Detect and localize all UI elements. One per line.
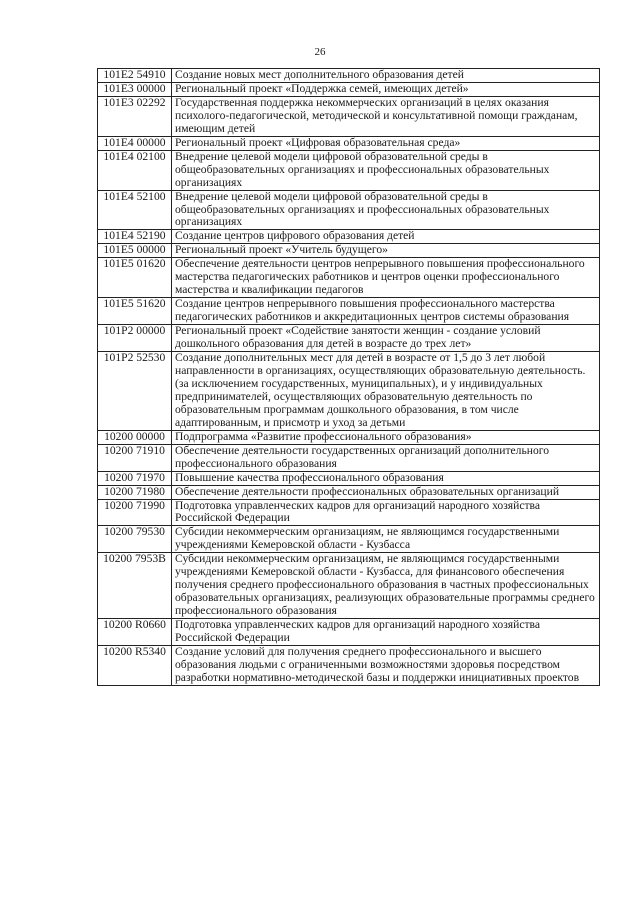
table-row xyxy=(98,352,600,431)
table-row xyxy=(98,230,600,244)
row-code: 101E4 52100 xyxy=(98,190,172,230)
row-description: Региональный проект «Учитель будущего» xyxy=(172,244,600,258)
row-description: Государственная поддержка некоммерческих организаций в целях оказания психолого-педагогической, методической и консультативной помощи гражданам, имеющим детей xyxy=(172,96,600,136)
row-code: 101E5 51620 xyxy=(98,298,172,325)
row-code: 10200 7953В xyxy=(98,553,172,619)
table-row xyxy=(98,82,600,96)
row-description: Создание дополнительных мест для детей в возрасте от 1,5 до 3 лет любой направленности в организациях, осуществляющих образовательную деятельность.(за исключением государственных, муниципальных), и у индивидуальных предпринимателей, осуществляющих образовательную деятельность по образовательным программам дошкольного образования, в том числе адаптированным, и присмотр и уход за детьми xyxy=(172,352,600,431)
row-code: 10200 R0660 xyxy=(98,619,172,646)
row-code: 10200 71980 xyxy=(98,485,172,499)
table-row xyxy=(98,471,600,485)
table-row xyxy=(98,150,600,190)
row-code: 101E4 52190 xyxy=(98,230,172,244)
table-row xyxy=(98,485,600,499)
table-row xyxy=(98,69,600,83)
row-code: 101E2 54910 xyxy=(98,69,172,83)
table-row xyxy=(98,136,600,150)
row-code: 101E3 00000 xyxy=(98,82,172,96)
table-row xyxy=(98,244,600,258)
row-code: 10200 R5340 xyxy=(98,645,172,685)
row-code: 10200 71990 xyxy=(98,499,172,526)
row-description: Региональный проект «Цифровая образовательная среда» xyxy=(172,136,600,150)
row-description: Подпрограмма «Развитие профессионального образования» xyxy=(172,430,600,444)
row-code: 10200 71910 xyxy=(98,444,172,471)
table-row xyxy=(98,325,600,352)
table-row xyxy=(98,499,600,526)
row-code: 101P2 00000 xyxy=(98,325,172,352)
row-code: 101E5 01620 xyxy=(98,258,172,298)
page-number: 26 xyxy=(314,46,326,58)
row-description: Обеспечение деятельности государственных организаций дополнительного профессионального образования xyxy=(172,444,600,471)
table-body xyxy=(98,69,600,686)
row-description: Внедрение целевой модели цифровой образовательной среды в общеобразовательных организациях и профессиональных образовательных организациях xyxy=(172,150,600,190)
row-code: 101E4 02100 xyxy=(98,150,172,190)
row-description: Подготовка управленческих кадров для организаций народного хозяйства Российской Федерации xyxy=(172,619,600,646)
row-code: 10200 71970 xyxy=(98,471,172,485)
row-description: Создание условий для получения среднего профессионального и высшего образования людьми с ограниченными возможностями здоровья посредством разработки нормативно-методической базы и поддержки инициативных проектов xyxy=(172,645,600,685)
row-code: 10200 79530 xyxy=(98,526,172,553)
row-code: 101P2 52530 xyxy=(98,352,172,431)
table-row xyxy=(98,298,600,325)
table-row xyxy=(98,444,600,471)
table-row xyxy=(98,190,600,230)
row-description: Повышение качества профессионального образования xyxy=(172,471,600,485)
table-row xyxy=(98,645,600,685)
row-description: Региональный проект «Содействие занятости женщин - создание условий дошкольного образования для детей в возрасте до трех лет» xyxy=(172,325,600,352)
table-row xyxy=(98,430,600,444)
row-description: Создание центров непрерывного повышения профессионального мастерства педагогических работников и аккредитационных центров системы образования xyxy=(172,298,600,325)
table-row xyxy=(98,526,600,553)
row-description: Подготовка управленческих кадров для организаций народного хозяйства Российской Федерации xyxy=(172,499,600,526)
row-code: 10200 00000 xyxy=(98,430,172,444)
row-code: 101E3 02292 xyxy=(98,96,172,136)
budget-classification-table xyxy=(97,68,600,686)
row-description: Региональный проект «Поддержка семей, имеющих детей» xyxy=(172,82,600,96)
row-description: Создание центров цифрового образования детей xyxy=(172,230,600,244)
table-row xyxy=(98,96,600,136)
row-description: Обеспечение деятельности центров непрерывного повышения профессионального мастерства педагогических работников и центров оценки профессионального мастерства и квалификации педагогов xyxy=(172,258,600,298)
table-row xyxy=(98,619,600,646)
row-description: Обеспечение деятельности профессиональных образовательных организаций xyxy=(172,485,600,499)
row-code: 101E5 00000 xyxy=(98,244,172,258)
row-description: Субсидии некоммерческим организациям, не являющимся государственными учреждениями Кемеровской области - Кузбасса, для финансового обеспечения получения среднего профессионального образования в частных профессиональных образовательных организациях, реализующих образовательные программы среднего профессионального образования xyxy=(172,553,600,619)
row-code: 101E4 00000 xyxy=(98,136,172,150)
row-description: Внедрение целевой модели цифровой образовательной среды в общеобразовательных организациях и профессиональных образовательных организациях xyxy=(172,190,600,230)
row-description: Создание новых мест дополнительного образования детей xyxy=(172,69,600,83)
row-description: Субсидии некоммерческим организациям, не являющимся государственными учреждениями Кемеровской области - Кузбасса xyxy=(172,526,600,553)
table-row xyxy=(98,258,600,298)
table-row xyxy=(98,553,600,619)
